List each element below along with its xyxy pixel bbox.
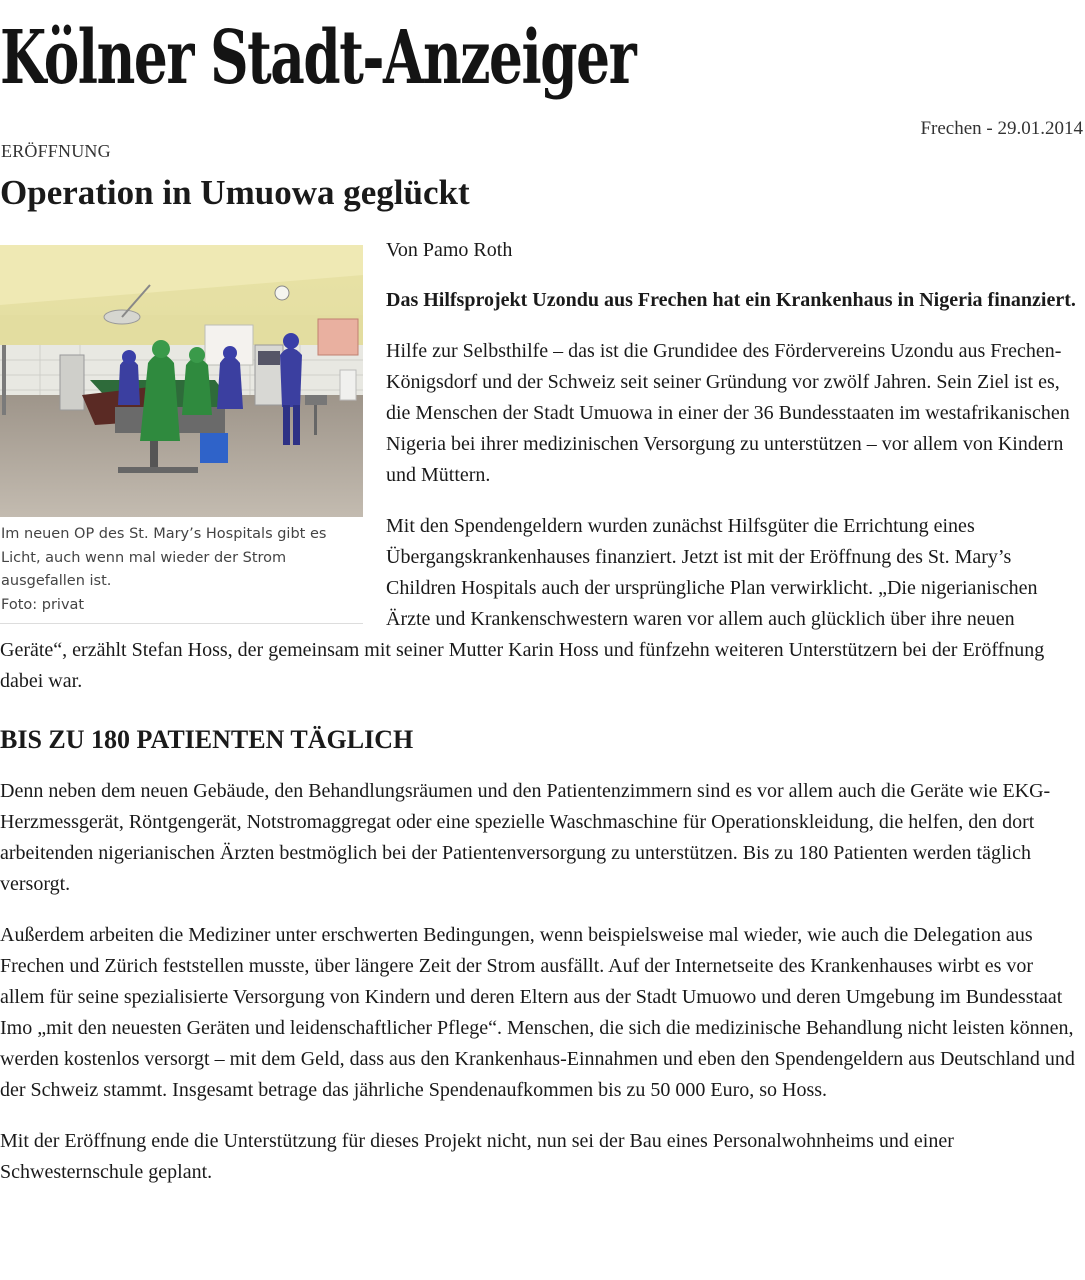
article-lead: Das Hilfsprojekt Uzondu aus Frechen hat ein Krankenhaus in Nigeria finanziert.: [386, 289, 1076, 311]
byline: Von Pamo Roth: [386, 239, 513, 261]
body-paragraph: Mit den Spendengeldern wurden zunächst Hilfsgüter die Errichtung eines Übergangskrankenhauses finanziert. Jetzt ist mit der Eröffnung des St. Mary’s Children Hospitals auch der ursprüngliche Plan verwirklicht. „Die nigerianischen Ärzte und Krankenschwestern waren vor allem auch glücklich über ihre neuen Geräte“, erzählt Stefan Hoss, der gemeinsam mit seiner Mutter Karin Hoss und fünfzehn weiteren Unterstützern bei der Eröffnung dabei war.: [0, 515, 1045, 692]
dateline: Frechen - 29.01.2014: [920, 118, 1083, 139]
newspaper-masthead-logo: Kölner Stadt-Anzeiger: [0, 15, 636, 101]
body-paragraph: Denn neben dem neuen Gebäude, den Behandlungsräumen und den Patientenzimmern sind es vor allem auch die Geräte wie EKG-Herzmessgerät, Röntgengerät, Notstromaggregat oder eine spezielle Waschmaschine für Operationskleidung, die helfen, den dort arbeitenden nigerianischen Ärzten bestmöglich bei der Patientenversorgung zu unterstützen. Bis zu 180 Patienten werden täglich versorgt.: [0, 780, 1051, 895]
operating-room-photo: [0, 245, 363, 517]
body-paragraph: Außerdem arbeiten die Mediziner unter erschwerten Bedingungen, wenn beispielsweise mal wieder, wie auch die Delegation aus Frechen und Zürich feststellen musste, über längere Zeit der Strom ausfällt. Auf der Internetseite des Krankenhauses wirbt es vor allem für seine spezialisierte Versorgung von Kindern und deren Eltern aus der Stadt Umuowo und deren Umgebung im Bundesstaat Imo „mit den neuesten Geräten und leidenschaftlicher Pflege“. Menschen, die sich die medizinische Behandlung nicht leisten können, werden kostenlos versorgt – mit dem Geld, dass aus den Krankenhaus-Einnahmen und eben den Spendengeldern aus Deutschland und der Schweiz stammt. Insgesamt betrage das jährliche Spendenaufkommen bis zu 50 000 Euro, so Hoss.: [0, 924, 1075, 1101]
article-headline: Operation in Umuowa geglückt: [0, 173, 470, 212]
section-subheading: BIS ZU 180 PATIENTEN TÄGLICH: [0, 725, 414, 754]
article-figure: [0, 245, 363, 624]
article-kicker: ERÖFFNUNG: [1, 141, 111, 161]
image-caption: [0, 517, 363, 624]
caption-text: Im neuen OP des St. Mary’s Hospitals gibt es Licht, auch wenn mal wieder der Strom ausgefallen ist.: [1, 526, 327, 589]
article-body: [0, 235, 1082, 1208]
photo-credit: Foto: privat: [1, 596, 85, 613]
body-paragraph: Hilfe zur Selbsthilfe – das ist die Grundidee des Fördervereins Uzondu aus Frechen-Königsdorf und der Schweiz seit seiner Gründung vor zwölf Jahren. Sein Ziel ist es, die Menschen der Stadt Umuowa in einer der 36 Bundesstaaten im westafrikanischen Nigeria bei ihrer medizinischen Versorgung zu unterstützen – vor allem von Kindern und Müttern.: [386, 340, 1070, 486]
body-paragraph: Mit der Eröffnung ende die Unterstützung für dieses Projekt nicht, nun sei der Bau eines Personalwohnheims und einer Schwesternschule geplant.: [0, 1130, 954, 1183]
